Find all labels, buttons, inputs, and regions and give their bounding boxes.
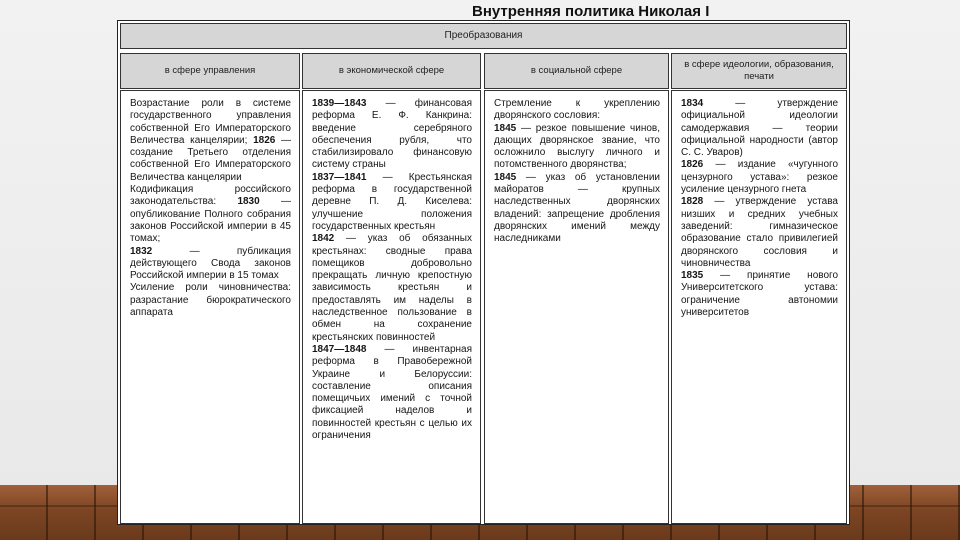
year-label: 1830 xyxy=(237,196,260,208)
column-header-economy: в экономической сфере xyxy=(302,53,481,89)
year-label: 1847—1848 xyxy=(312,343,367,355)
year-label: 1834 xyxy=(681,98,704,109)
cell-text: 1834 — утверждение официальной идеологии самодержавия — теории официальной народности (автор С. С. Уваров) xyxy=(681,98,838,159)
column-header-ideology: в сфере идеологии, образования, печати xyxy=(671,53,847,89)
slide-title: Внутренняя политика Николая I xyxy=(472,3,710,20)
year-label: 1828 xyxy=(681,196,704,208)
year-label: 1832 xyxy=(130,245,153,257)
year-label: 1839—1843 xyxy=(312,98,367,109)
cell-text: 1826 — издание «чугунного цензурного устава»: резкое усиление цензурного гнета xyxy=(681,159,839,196)
column-header-social: в социальной сфере xyxy=(484,53,669,89)
cell-text: Усиление роли чиновничества: разрастание бюрократического аппарата xyxy=(130,282,291,319)
cell-text: 1835 — принятие нового Университетского устава: ограничение автономии университетов xyxy=(681,270,839,319)
year-label: 1826 xyxy=(681,159,704,171)
cell-text: 1845 — резкое повышение чинов, дающих дворянское звание, что осложнило выслугу личного и потомственного дворянства; xyxy=(494,122,661,171)
cell-economy xyxy=(302,90,481,524)
cell-text: 1837—1841 — Крестьянская реформа в государственной деревне П. Д. Киселева: улучшение положения государственных крестьян xyxy=(312,171,472,232)
cell-text: 1847—1848 — инвентарная реформа в Правобережной Украине и Белоруссии: составление описания помещичьих имений с точной фиксацией наделов и повинностей крестьян с целью их ограничения xyxy=(312,343,473,442)
cell-text: Возрастание роли в системе государственного управления собственной Его Императорского Величества канцелярии; 1826 — создание Третьего отделения собственной Его Императорского Величества канцелярии xyxy=(130,98,292,183)
year-label: 1826 xyxy=(253,134,276,146)
year-label: 1845 xyxy=(494,122,517,134)
cell-text: Кодификация российского законодательства: 1830 — опубликование Полного собрания законов Российской империи в 45 томах; xyxy=(130,184,292,245)
cell-social xyxy=(484,90,669,524)
year-label: 1845 xyxy=(494,171,517,183)
cell-text: Стремление к укреплению дворянского сословия: xyxy=(494,98,660,122)
cell-text: 1832 — публикация действующего Свода законов Российской империи в 15 томах xyxy=(130,245,292,282)
column-header-administration: в сфере управления xyxy=(120,53,300,89)
reforms-table xyxy=(117,20,850,525)
cell-ideology xyxy=(671,90,847,524)
cell-text: 1828 — утверждение устава низших и средних учебных заведений: гимназическое образование стало привилегией дворянского сословия и чиновничества xyxy=(681,196,838,269)
table-caption: Преобразования xyxy=(120,23,847,49)
year-label: 1835 xyxy=(681,270,704,282)
year-label: 1837—1841 xyxy=(312,171,367,183)
cell-administration xyxy=(120,90,300,524)
cell-text: 1845 — указ об установлении майоратов — крупных наследственных дворянских владений: запрещение дробления дворянских имений между наследниками xyxy=(494,171,660,245)
cell-text: 1839—1843 — финансовая реформа Е. Ф. Канкрина: введение серебряного обеспечения рубля, что стабилизировало финансовую систему страны xyxy=(312,98,472,171)
year-label: 1842 xyxy=(312,233,335,245)
cell-text: 1842 — указ об обязанных крестьянах: сводные права помещиков добровольно прекращать личную крепостную зависимость крестьян и предоставлять им наделы в наследственное пользование в обмен на сохранение крестьянских повинностей xyxy=(312,233,472,343)
